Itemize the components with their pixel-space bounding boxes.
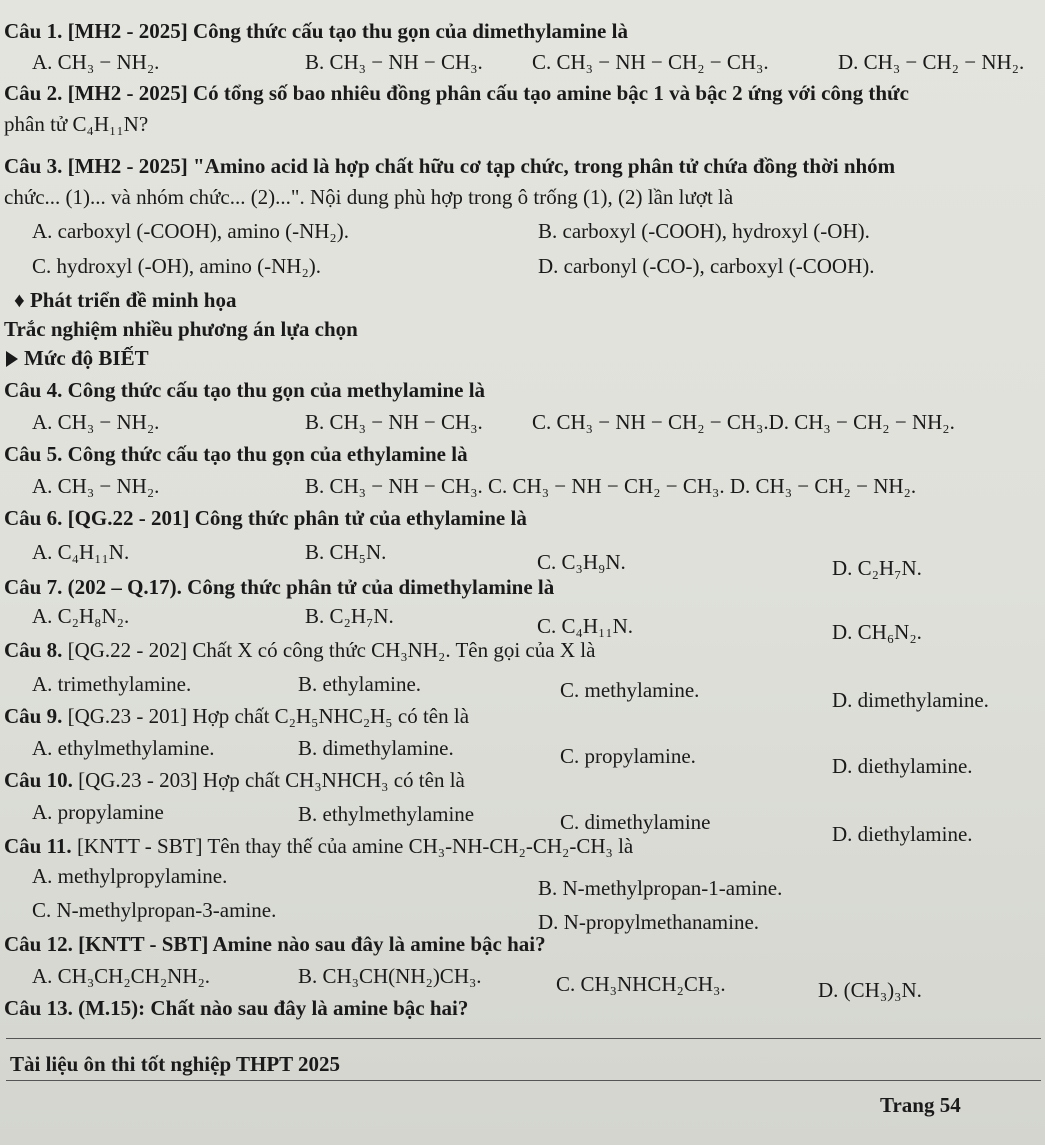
q10-stem — [4, 767, 465, 793]
q13-stem — [4, 995, 468, 1021]
q8-option-b: B. ethylamine. — [298, 672, 422, 696]
q6-option-d: D. C₂H₇N. — [832, 556, 922, 580]
footer-divider-bottom — [6, 1080, 1041, 1081]
q4-option-cd: C. CH₃ − NH − CH₂ − CH₃.D. CH₃ − CH₂ − NH₂. — [532, 410, 955, 434]
q10-label: Câu 10. — [4, 768, 73, 792]
q10-option-d: D. diethylamine. — [832, 822, 973, 846]
q12-option-b: B. CH₃CH(NH₂)CH₃. — [298, 964, 482, 988]
q7-option-a: A. C₂H₈N₂. — [32, 604, 130, 628]
q8-option-c: C. methylamine. — [560, 678, 700, 702]
q5-option-bcd: B. CH₃ − NH − CH₃. C. CH₃ − NH − CH₂ − CH₃. D. CH₃ − CH₂ − NH₂. — [305, 474, 917, 498]
q8-text: [QG.22 - 202] Chất X có công thức CH₃NH₂. Tên gọi của X là — [67, 638, 596, 662]
q8-label: Câu 8. — [4, 638, 63, 662]
q3-stem-line2: chức... (1)... và nhóm chức... (2)...". Nội dung phù hợp trong ô trống (1), (2) lần lượt là — [4, 185, 734, 209]
q10-option-c: C. dimethylamine — [560, 810, 711, 834]
q8-option-a: A. trimethylamine. — [32, 672, 192, 696]
q6-option-a: A. C₄H₁₁N. — [32, 540, 130, 564]
q9-text: [QG.23 - 201] Hợp chất C₂H₅NHC₂H₅ có tên là — [67, 704, 470, 728]
q3-label: Câu 3. — [4, 154, 63, 178]
q9-option-c: C. propylamine. — [560, 744, 696, 768]
q9-label: Câu 9. — [4, 704, 63, 728]
q1-option-d: D. CH₃ − CH₂ − NH₂. — [838, 50, 1025, 74]
section-heading-level — [6, 345, 149, 371]
q3-option-a: A. carboxyl (-COOH), amino (-NH₂). — [32, 219, 349, 243]
q4-stem — [4, 377, 485, 403]
q10-option-b: B. ethylmethylamine — [298, 802, 475, 826]
q2-stem-line1 — [4, 80, 909, 106]
q5-text: Công thức cấu tạo thu gọn của ethylamine là — [67, 442, 468, 466]
q7-stem — [4, 574, 554, 600]
q7-label: Câu 7. — [4, 575, 63, 599]
q4-option-a: A. CH₃ − NH₂. — [32, 410, 160, 434]
q12-stem — [4, 931, 546, 957]
q1-stem — [4, 18, 628, 44]
q1-option-a: A. CH₃ − NH₂. — [32, 50, 160, 74]
q5-option-a: A. CH₃ − NH₂. — [32, 474, 160, 498]
page-number: Trang 54 — [880, 1093, 961, 1117]
q11-option-d: D. N-propylmethanamine. — [538, 910, 760, 934]
q13-label: Câu 13. — [4, 996, 73, 1020]
q11-text: [KNTT - SBT] Tên thay thế của amine CH₃-NH-CH₂-CH₂-CH₃ là — [76, 834, 634, 858]
q11-option-c: C. N-methylpropan-3-amine. — [32, 898, 277, 922]
q9-stem — [4, 703, 469, 729]
q12-option-d: D. (CH₃)₃N. — [818, 978, 922, 1002]
q6-option-b: B. CH₅N. — [305, 540, 387, 564]
q6-stem — [4, 505, 527, 531]
q3-stem-line1 — [4, 153, 895, 179]
section-heading-multiple-choice: Trắc nghiệm nhiều phương án lựa chọn — [4, 317, 358, 341]
q5-label: Câu 5. — [4, 442, 63, 466]
q13-text: (M.15): Chất nào sau đây là amine bậc hai? — [78, 996, 469, 1020]
arrow-bullet-icon — [6, 351, 18, 367]
q12-option-c: C. CH₃NHCH₂CH₃. — [556, 972, 726, 996]
q11-option-b: B. N-methylpropan-1-amine. — [538, 876, 783, 900]
q11-option-a: A. methylpropylamine. — [32, 864, 228, 888]
q2-label: Câu 2. — [4, 81, 63, 105]
q6-label: Câu 6. — [4, 506, 63, 530]
q12-label: Câu 12. — [4, 932, 73, 956]
q7-text: (202 – Q.17). Công thức phân tử của dimethylamine là — [67, 575, 555, 599]
footer-title: Tài liệu ôn thi tốt nghiệp THPT 2025 — [10, 1052, 341, 1076]
q7-option-c: C. C₄H₁₁N. — [537, 614, 634, 638]
q4-text: Công thức cấu tạo thu gọn của methylamine là — [67, 378, 486, 402]
q3-option-c: C. hydroxyl (-OH), amino (-NH₂). — [32, 254, 322, 278]
q2-text: [MH2 - 2025] Có tổng số bao nhiêu đồng phân cấu tạo amine bậc 1 và bậc 2 ứng với công thức — [67, 81, 909, 105]
q11-stem — [4, 833, 633, 859]
q3-option-d: D. carbonyl (-CO-), carboxyl (-COOH). — [538, 254, 875, 278]
q12-text: [KNTT - SBT] Amine nào sau đây là amine bậc hai? — [78, 932, 546, 956]
q1-option-b: B. CH₃ − NH − CH₃. — [305, 50, 483, 74]
section-heading-develop: ♦ Phát triển đề minh họa — [14, 288, 237, 312]
q5-stem — [4, 441, 468, 467]
q8-stem — [4, 637, 595, 663]
q2-stem-line2: phân tử C₄H₁₁N? — [4, 112, 149, 136]
q11-label: Câu 11. — [4, 834, 72, 858]
q8-option-d: D. dimethylamine. — [832, 688, 989, 712]
q10-text: [QG.23 - 203] Hợp chất CH₃NHCH₃ có tên là — [78, 768, 465, 792]
q9-option-a: A. ethylmethylamine. — [32, 736, 215, 760]
q1-label: Câu 1. — [4, 19, 63, 43]
q1-text: [MH2 - 2025] Công thức cấu tạo thu gọn của dimethylamine là — [67, 19, 628, 43]
q7-option-d: D. CH₆N₂. — [832, 620, 922, 644]
q9-option-d: D. diethylamine. — [832, 754, 973, 778]
q4-option-b: B. CH₃ − NH − CH₃. — [305, 410, 483, 434]
q10-option-a: A. propylamine — [32, 800, 164, 824]
q12-option-a: A. CH₃CH₂CH₂NH₂. — [32, 964, 211, 988]
q3-text: [MH2 - 2025] "Amino acid là hợp chất hữu cơ tạp chức, trong phân tử chứa đồng thời nhóm — [67, 154, 896, 178]
q6-option-c: C. C₃H₉N. — [537, 550, 626, 574]
q1-option-c: C. CH₃ − NH − CH₂ − CH₃. — [532, 50, 769, 74]
q3-option-b: B. carboxyl (-COOH), hydroxyl (-OH). — [538, 219, 870, 243]
level-label: Mức độ BIẾT — [24, 346, 149, 370]
q7-option-b: B. C₂H₇N. — [305, 604, 394, 628]
q4-label: Câu 4. — [4, 378, 63, 402]
q9-option-b: B. dimethylamine. — [298, 736, 454, 760]
footer-divider-top — [6, 1038, 1041, 1039]
q6-text: [QG.22 - 201] Công thức phân tử của ethylamine là — [67, 506, 527, 530]
